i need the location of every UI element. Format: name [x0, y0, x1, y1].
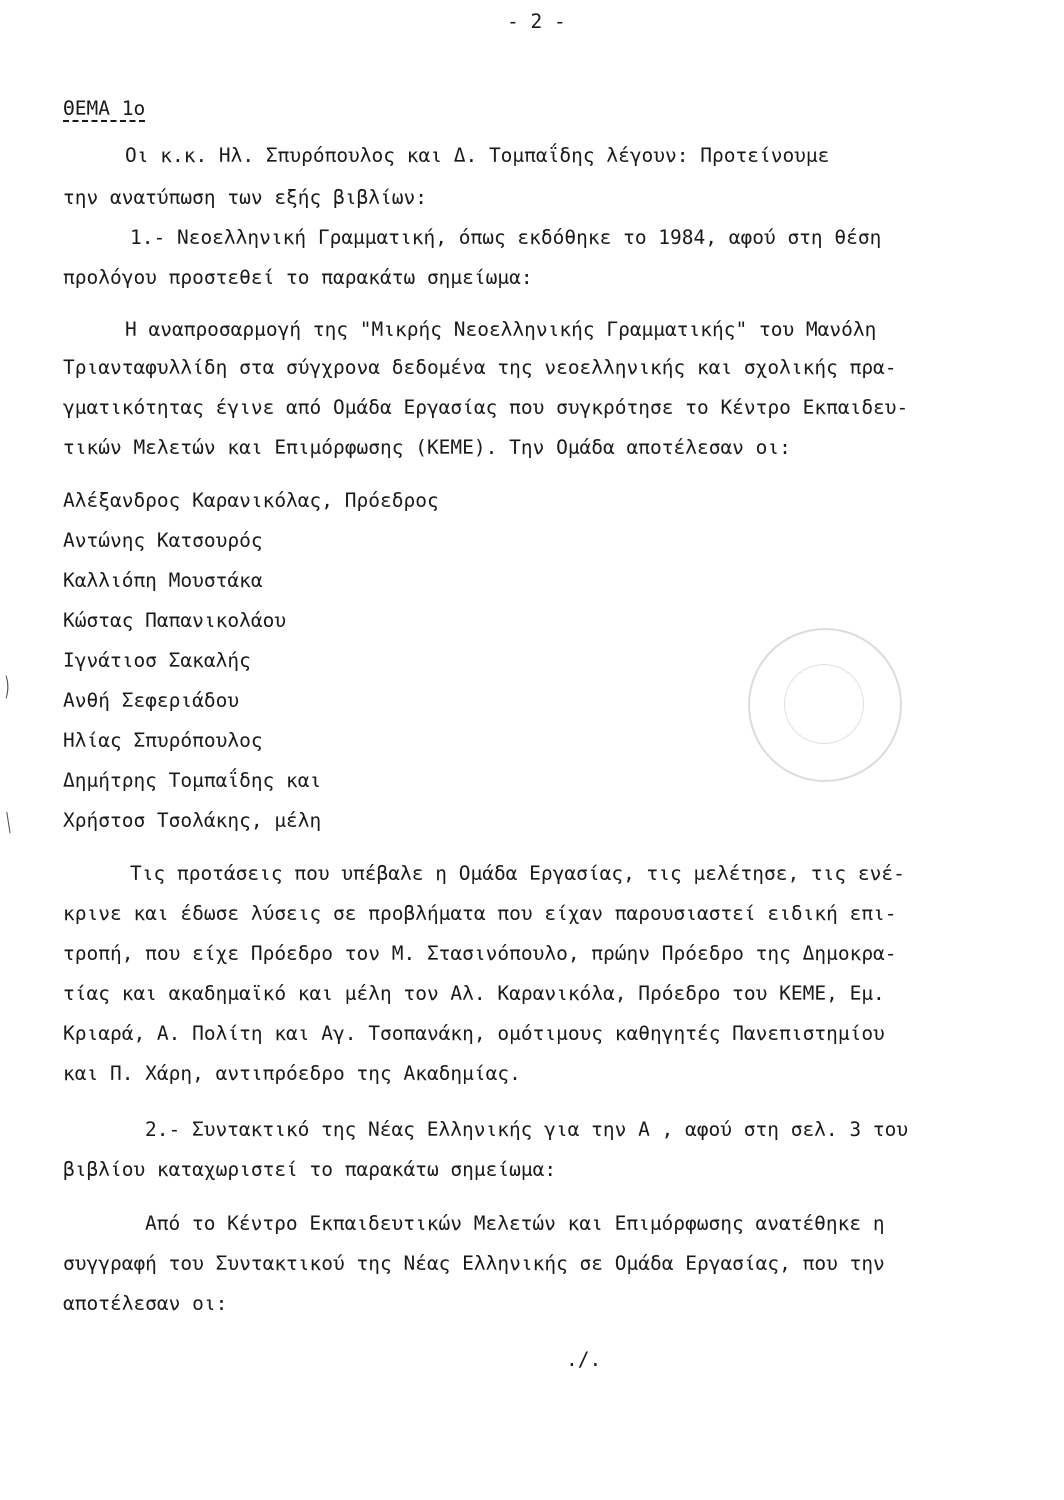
- text-line: συγγραφή του Συντακτικού της Νέας Ελληνικής σε Ομάδα Εργασίας, που την: [63, 1252, 885, 1275]
- text-line: τροπή, που είχε Πρόεδρο τον Μ. Στασινόπουλο, πρώην Πρόεδρο της Δημοκρα-: [63, 942, 897, 965]
- section-heading: ΘΕΜΑ 1ο: [63, 97, 146, 120]
- member-name: Δημήτρης Τομπαΐδης και: [63, 769, 322, 792]
- text-line: Τριανταφυλλίδη στα σύγχρονα δεδομένα της νεοελληνικής και σχολικής πρα-: [63, 356, 897, 379]
- institution-stamp: [748, 628, 902, 782]
- text-line: Από το Κέντρο Εκπαιδευτικών Μελετών και Επιμόρφωσης ανατέθηκε η: [145, 1212, 885, 1235]
- text-line: 2.- Συντακτικό της Νέας Ελληνικής για την Α , αφού στη σελ. 3 του: [145, 1118, 909, 1141]
- text-line: τίας και ακαδημαϊκό και μέλη τον Αλ. Καρανικόλα, Πρόεδρο του ΚΕΜΕ, Εμ.: [63, 982, 885, 1005]
- member-name: Καλλιόπη Μουστάκα: [63, 569, 263, 592]
- text-line: Τις προτάσεις που υπέβαλε η Ομάδα Εργασίας, τις μελέτησε, τις ενέ-: [130, 862, 905, 885]
- member-name: Αλέξανδρος Καρανικόλας, Πρόεδρος: [63, 489, 439, 512]
- text-line: κρινε και έδωσε λύσεις σε προβλήματα που είχαν παρουσιαστεί ειδική επι-: [63, 902, 897, 925]
- margin-mark-upper: ): [4, 672, 10, 702]
- page-number: - 2 -: [507, 10, 566, 33]
- continuation-mark: ./.: [566, 1348, 602, 1371]
- member-name: Αντώνης Κατσουρός: [63, 529, 263, 552]
- text-line: γματικότητας έγινε από Ομάδα Εργασίας που συγκρότησε το Κέντρο Εκπαιδευ-: [63, 396, 909, 419]
- text-line: Οι κ.κ. Ηλ. Σπυρόπουλος και Δ. Τομπαΐδης λέγουν: Προτείνουμε: [125, 144, 830, 167]
- text-line: και Π. Χάρη, αντιπρόεδρο της Ακαδημίας.: [63, 1062, 521, 1085]
- text-line: τικών Μελετών και Επιμόρφωσης (ΚΕΜΕ). Την Ομάδα αποτέλεσαν οι:: [63, 436, 791, 459]
- member-name: Ιγνάτιοσ Σακαλής: [63, 649, 251, 672]
- margin-mark-lower: \: [6, 808, 11, 838]
- member-name: Κώστας Παπανικολάου: [63, 609, 287, 632]
- member-name: Ηλίας Σπυρόπουλος: [63, 729, 263, 752]
- text-line: προλόγου προστεθεί το παρακάτω σημείωμα:: [63, 266, 533, 289]
- text-line: την ανατύπωση των εξής βιβλίων:: [63, 186, 427, 209]
- member-name: Χρήστοσ Τσολάκης, μέλη: [63, 809, 322, 832]
- text-line: 1.- Νεοελληνική Γραμματική, όπως εκδόθηκε το 1984, αφού στη θέση: [130, 226, 882, 249]
- text-line: βιβλίου καταχωριστεί το παρακάτω σημείωμα:: [63, 1158, 557, 1181]
- text-line: Η αναπροσαρμογή της "Μικρής Νεοελληνικής Γραμματικής" του Μανόλη: [125, 318, 877, 341]
- text-line: αποτέλεσαν οι:: [63, 1292, 228, 1315]
- text-line: Κριαρά, Α. Πολίτη και Αγ. Τσοπανάκη, ομότιμους καθηγητές Πανεπιστημίου: [63, 1022, 885, 1045]
- member-name: Ανθή Σεφεριάδου: [63, 689, 240, 712]
